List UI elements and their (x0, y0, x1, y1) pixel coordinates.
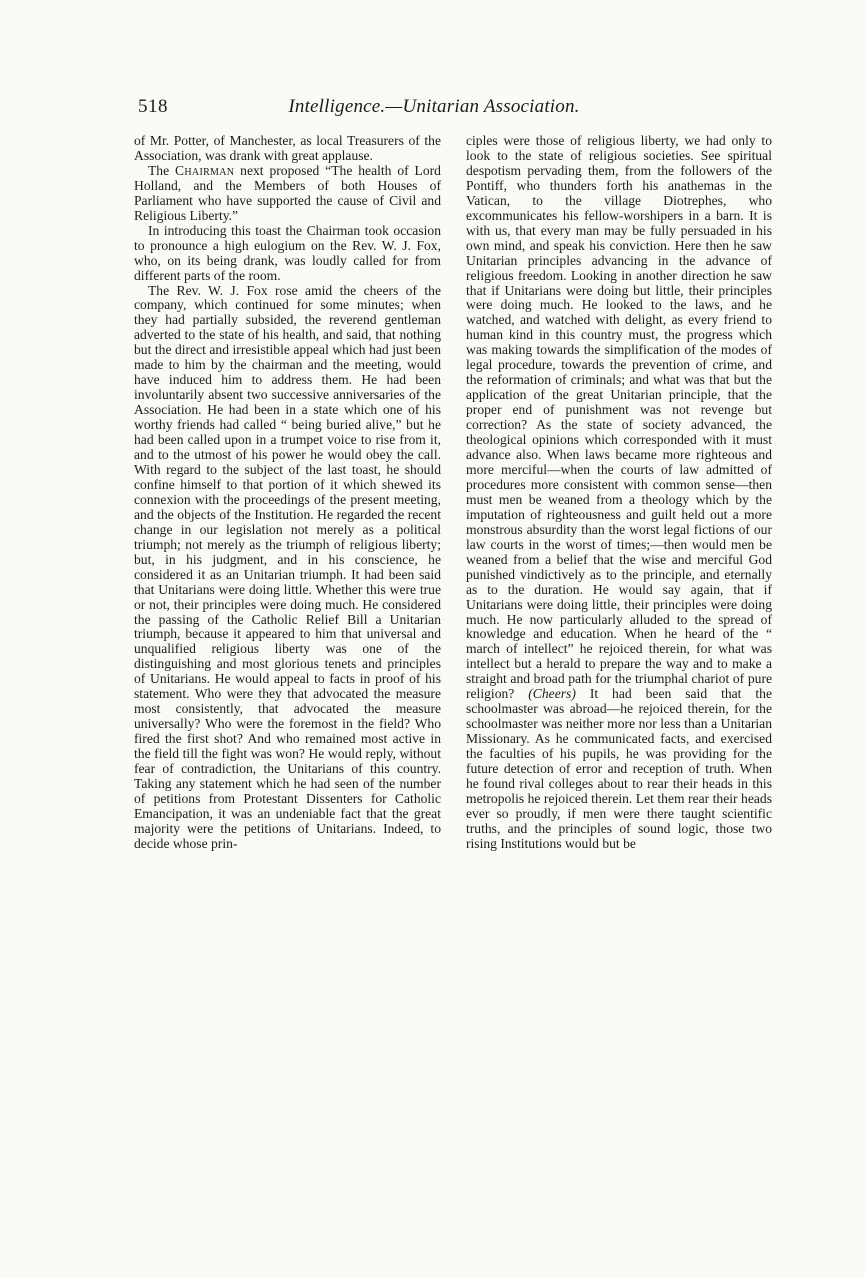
paragraph-text: It had been said that the schoolmaster was abroad—he rejoiced therein, for the schoolmaster was neither more nor less than a Unitarian Missionary. As he communicated facts, and exercised the faculties of his pupils, he was providing for the future detection of error and reception of truth. When he found rival colleges about to rear their heads in this metropolis he rejoiced therein. Let them rear their heads ever so proudly, if men were there taught scientific truths, and the principles of sound logic, those two rising Institutions would but be (466, 686, 772, 851)
paragraph-lead: The (148, 162, 170, 178)
running-title: Intelligence.—Unitarian Association. (288, 96, 580, 117)
chairman-small-caps: Chairman (175, 162, 235, 178)
page-header (138, 96, 730, 126)
paragraph: In introducing this toast the Chairman took occasion to pronounce a high eulogium on the Rev. W. J. Fox, who, on its being drank, was loudly called for from different parts of the room. (134, 222, 441, 283)
left-column (134, 134, 441, 1234)
paragraph-text: ciples were those of religious liberty, we had only to look to the state of religious societies. See spiritual despotism pervading them, from the followers of the Pontiff, who thunders forth his anathemas in the Vatican, to the village Diotrephes, who excommunicates his fellow-worshipers in a barn. It is with us, that every man may be fully persuaded in his own mind, and speak his conviction. Here then he saw Unitarian principles advancing in the advance of religious freedom. Looking in another direction he saw that if Unitarians were doing but little, their principles were doing much. He looked to the laws, and he watched, and watched with delight, as every friend to human kind in this country must, the progress which was making towards the simplification of the modes of legal procedure, towards the prevention of crime, and the reformation of criminals; and what was that but the application of the great Unitarian principle, that the proper end of punishment was not revenge but correction? As the state of society advanced, the theological opinions which corresponded with it must advance also. When laws became more righteous and more merciful—when the courts of law admitted of procedures more consistent with common sense—then must men be weaned from a theology which by the imputation of righteousness and guilt held out a more monstrous absurdity than the worst legal fictions of our law courts in the worst of times;—then would men be weaned from a belief that the wise and merciful God punished vindictively as to the principle, and eternally as to the duration. He would say again, that if Unitarians were doing little, their principles were doing much. He now particularly alluded to the spread of knowledge and education. When he heard of the “ march of intellect” he rejoiced therein, for what was intellect but a herald to prepare the way and to make a straight and broad path for the triumphal chariot of pure religion? (466, 134, 772, 702)
paragraph: of Mr. Potter, of Manchester, as local Treasurers of the Association, was drank with great applause. (134, 134, 441, 163)
cheers-italic: (Cheers) (528, 686, 576, 702)
right-column (466, 134, 772, 1234)
paragraph (134, 164, 441, 224)
paragraph (466, 134, 772, 852)
paragraph-text: next proposed “The health of Lord Holland, and the Members of both Houses of Parliament who have supported the cause of Civil and Religious Liberty.” (134, 162, 441, 223)
paragraph: The Rev. W. J. Fox rose amid the cheers of the company, which continued for some minutes; when they had partially subsided, the reverend gentleman adverted to the state of his health, and said, that nothing but the direct and irresistible appeal which had just been made to him by the chairman and the meeting, would have induced him to address them. He had been involuntarily absent two successive anniversaries of the Association. He had been in a state which one of his worthy friends had called “ being buried alive,” but he had been called upon in a trumpet voice to rise from it, and to the utmost of his power he would obey the call. With regard to the subject of the last toast, he should confine himself to that portion of it which shewed its connexion with the proceedings of the present meeting, and the objects of the Institution. He regarded the recent change in our legislation not merely as a political triumph; not merely as the triumph of religious liberty; but, in his judgment, and in his conscience, he considered it as an Unitarian triumph. It had been said that Unitarians were doing little. Whether this were true or not, their principles were doing much. He considered the passing of the Catholic Relief Bill a Unitarian triumph, because it appeared to him that universal and unqualified religious liberty was one of the distinguishing and most glorious tenets and principles of Unitarians. He would appeal to facts in proof of his statement. Who were they that advocated the measure most consistently, that advocated the measure universally? Who were the foremost in the field? Who fired the first shot? And who remained most active in the field till the fight was won? He would reply, without fear of contradiction, the Unitarians of this country. Taking any statement which he had seen of the number of petitions from Protestant Dissenters for Catholic Emancipation, it was an undeniable fact that the great majority were the petitions of Unitarians. Indeed, to decide whose prin- (134, 282, 441, 851)
page-number: 518 (138, 96, 168, 117)
